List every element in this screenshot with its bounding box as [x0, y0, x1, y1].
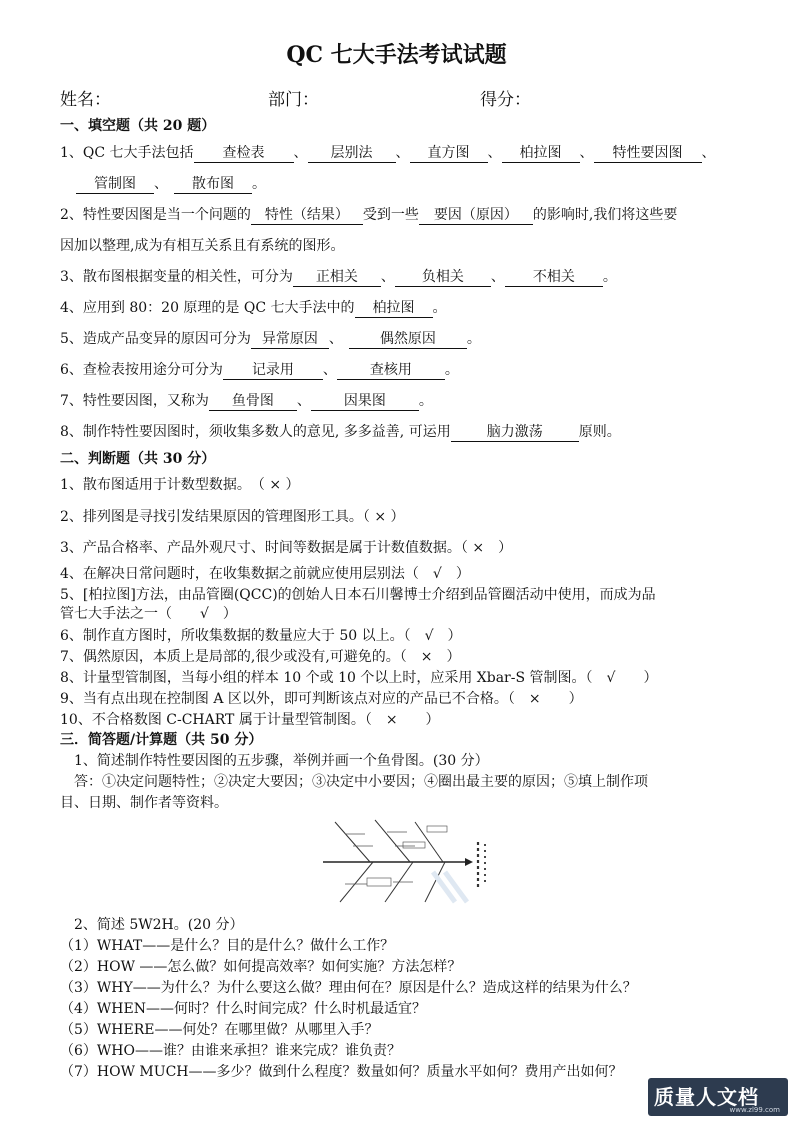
judgement-item: 9、当有点出现在控制图 A 区以外，即可判断该点对应的产品已不合格。（ × ） [60, 691, 583, 707]
question-1-2: 2、特性要因图是当一个问题的 特性（结果） 受到一些 要因（原因） 的影响时,我们将这些要 [60, 207, 678, 223]
answer-blank: 异常原因 [251, 330, 329, 349]
judgement-item: 8、计量型管制图，当每小组的样本 10 个或 10 个以上时，应采用 Xbar-S 管制图。（ √ ） [60, 670, 658, 686]
5w2h-item: （4）WHEN——何时？什么时间完成？什么时机最适宜？ [60, 1001, 426, 1017]
5w2h-item: （7）HOW MUCH——多少？做到什么程度？数量如何？质量水平如何？费用产出如何？ [60, 1064, 623, 1080]
site-watermark-logo [648, 1078, 788, 1116]
answer-blank: 柏拉图 [355, 299, 433, 318]
question-1-4: 4、应用到 80：20 原理的是 QC 七大手法中的 柏拉图 。 [60, 300, 447, 316]
answer-blank: 柏拉图 [502, 144, 580, 163]
5w2h-item: （5）WHERE——何处？在哪里做？从哪里入手？ [60, 1022, 379, 1038]
5w2h-item: （1）WHAT——是什么？目的是什么？做什么工作？ [60, 938, 395, 954]
question-1-1-cont: 管制图 、 散布图 。 [60, 175, 266, 194]
question-1-6: 6、查检表按用途分可分为 记录用 、 查核用 。 [60, 362, 459, 378]
answer-blank: 鱼骨图 [209, 392, 297, 411]
answer-blank: 正相关 [293, 268, 381, 287]
exam-title: QC 七大手法考试试题 [286, 42, 507, 68]
section-3-heading: 三．简答题/计算题（共 50 分） [60, 732, 263, 748]
5w2h-item: （6）WHO——谁？由谁来承担？谁来完成？谁负责？ [60, 1043, 401, 1059]
watermark-text: 质量人文档 [654, 1085, 759, 1109]
answer-blank: 特性要因图 [594, 144, 702, 163]
judgement-item: 7、偶然原因，本质上是局部的,很少或没有,可避免的。（ × ） [60, 649, 461, 665]
section-2-heading: 二、判断题（共 30 分） [60, 451, 216, 467]
question-1-2-cont: 因加以整理,成为有相互关系且有系统的图形。 [60, 238, 345, 254]
question-3-1: 1、简述制作特性要因图的五步骤，举例并画一个鱼骨图。(30 分） [74, 753, 489, 769]
department-field-label: 部门： [268, 90, 319, 110]
watermark-url: www.zl99.com [729, 1106, 780, 1114]
section-1-heading: 一、填空题（共 20 题） [60, 118, 216, 134]
judgement-item: 5、[柏拉图]方法，由品管圈(QCC)的创始人日本石川馨博士介绍到品管圈活动中使用，而成为品 [60, 587, 656, 603]
answer-3-1-cont: 目、日期、制作者等资料。 [60, 795, 228, 811]
answer-blank: 不相关 [505, 268, 603, 287]
judgement-item: 10、不合格数图 C-CHART 属于计量型管制图。（ × ） [60, 712, 440, 728]
answer-blank: 直方图 [410, 144, 488, 163]
judgement-item: 6、制作直方图时，所收集数据的数量应大于 50 以上。（ √ ） [60, 628, 462, 644]
exam-header [60, 85, 740, 109]
name-field-label: 姓名： [60, 90, 111, 110]
answer-blank: 特性（结果） [251, 206, 363, 225]
score-field-label: 得分： [480, 90, 531, 110]
question-3-2: 2、简述 5W2H。(20 分） [74, 917, 244, 933]
question-1-7: 7、特性要因图，又称为 鱼骨图 、 因果图 。 [60, 393, 433, 409]
answer-blank: 偶然原因 [349, 330, 467, 349]
answer-3-1: 答：①决定问题特性；②决定大要因；③决定中小要因；④圈出最主要的原因；⑤填上制作项 [74, 774, 648, 790]
fishbone-diagram-image [315, 812, 490, 908]
5w2h-item: （2）HOW ——怎么做？如何提高效率？如何实施？方法怎样？ [60, 959, 462, 975]
answer-blank: 要因（原因） [419, 206, 533, 225]
question-1-1: 1、QC 七大手法包括 查检表 、 层别法 、 直方图 、 柏拉图 、 特性要因图 、 [60, 145, 716, 161]
5w2h-item: （3）WHY——为什么？为什么要这么做？理由何在？原因是什么？造成这样的结果为什么？ [60, 980, 637, 996]
judgement-item: 1、散布图适用于计数型数据。 （ × ） [60, 477, 300, 493]
answer-blank: 散布图 [174, 175, 252, 194]
judgement-item-cont: 管七大手法之一（ √ ） [60, 606, 237, 622]
judgement-item: 2、排列图是寻找引发结果原因的管理图形工具。（ × ） [60, 509, 405, 525]
answer-blank: 管制图 [76, 175, 154, 194]
question-1-5: 5、造成产品变异的原因可分为 异常原因 、 偶然原因 。 [60, 331, 481, 347]
answer-blank: 因果图 [311, 392, 419, 411]
question-1-8: 8、制作特性要因图时，须收集多数人的意见, 多多益善, 可运用 脑力激荡 原则。 [60, 424, 621, 440]
answer-blank: 查核用 [337, 361, 445, 380]
answer-blank: 记录用 [223, 361, 323, 380]
answer-blank: 层别法 [308, 144, 396, 163]
judgement-item: 4、在解决日常问题时，在收集数据之前就应使用层别法（ √ ） [60, 566, 470, 582]
question-1-3: 3、散布图根据变量的相关性，可分为 正相关 、 负相关 、 不相关 。 [60, 269, 617, 285]
judgement-item: 3、产品合格率、产品外观尺寸、时间等数据是属于计数值数据。（ × ） [60, 540, 513, 556]
answer-blank: 负相关 [395, 268, 491, 287]
answer-blank: 查检表 [194, 144, 294, 163]
answer-blank: 脑力激荡 [451, 423, 579, 442]
